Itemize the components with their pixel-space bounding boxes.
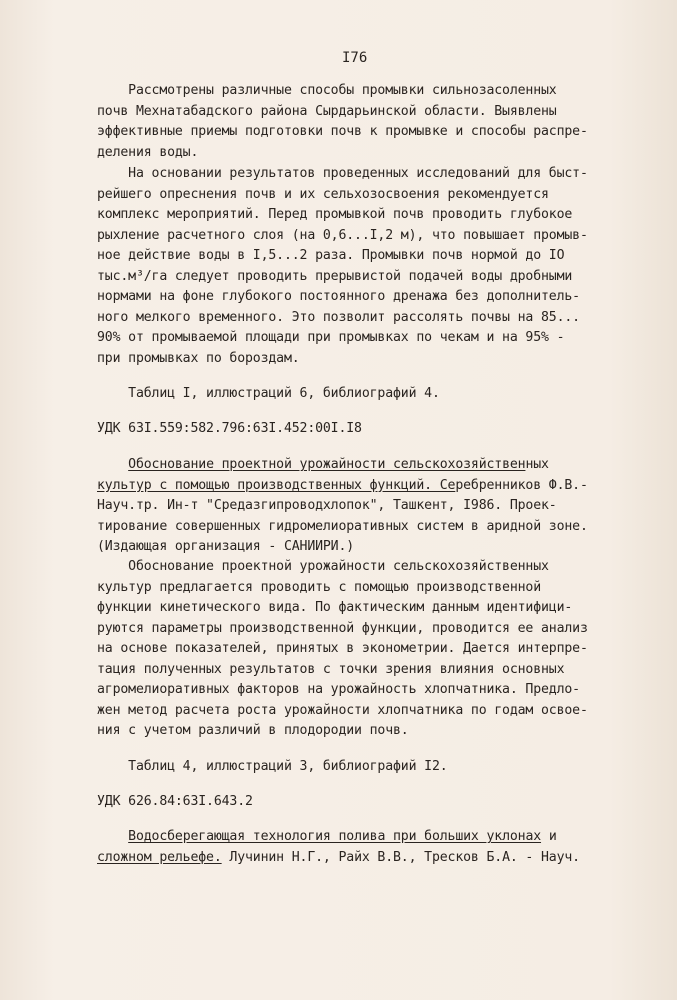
page-number: I76 xyxy=(342,50,368,66)
text-line: ное действие воды в I,5...2 раза. Промывки почв нормой до IO xyxy=(97,248,565,263)
text-line: 90% от промываемой площади при промывках по чекам и на 95% - xyxy=(97,330,565,345)
udk-line: УДК 626.84:63I.643.2 xyxy=(97,794,253,809)
text-line: тирование совершенных гидромелиоративных систем в аридной зоне. xyxy=(97,518,588,534)
title-underlined: Обоснование проектной урожайности сельскохозяйствен xyxy=(128,457,526,472)
title-underlined: Водосберегающая технология полива при больших уклонах xyxy=(128,829,542,844)
text-line: На основании результатов проведенных исследований для быст- xyxy=(97,166,588,181)
text-line: Водосберегающая технология полива при больших уклонах и xyxy=(128,829,557,844)
text-line: жен метод расчета роста урожайности хлопчатника по годам освое- xyxy=(97,702,588,718)
udk-line: УДК 63I.559:582.796:63I.452:00I.I8 xyxy=(97,421,362,436)
title-underlined: культур с помощью производственных функций. Се xyxy=(97,477,456,493)
text-line: функции кинетического вида. По фактическим данным идентифици- xyxy=(97,600,573,615)
text-line: Таблиц 4, иллюстраций 3, библиографий I2. xyxy=(97,759,448,774)
text-line: культур с помощью производственных функций. Серебренников Ф.В.- xyxy=(97,477,588,493)
text-line: почв Мехнатабадского района Сырдарьинской области. Выявлены xyxy=(97,103,557,119)
text-line: агромелиоративных факторов на урожайность хлопчатника. Предло- xyxy=(97,682,580,697)
text-line: нормами на фоне глубокого постоянного дренажа без дополнитель- xyxy=(97,289,580,304)
title-underlined: сложном рельефе. xyxy=(97,849,222,865)
text-line: рыхление расчетного слоя (на 0,6...I,2 м), что повышает промыв- xyxy=(97,227,588,243)
text-line: при промывках по бороздам. xyxy=(97,350,300,366)
text-line: тыс.м³/га следует проводить прерывистой подачей воды дробными xyxy=(97,268,573,284)
text-line: тация полученных результатов с точки зрения влияния основных xyxy=(97,661,565,677)
text-line: рейшего опреснения почв и их сельхозосвоения рекомендуется xyxy=(97,186,549,202)
text-line: Таблиц I, иллюстраций 6, библиографий 4. xyxy=(97,386,440,401)
text-line: (Издающая организация - САНИИРИ.) xyxy=(97,539,355,554)
text-line: комплекс мероприятий. Перед промывкой почв проводить глубокое xyxy=(97,207,573,222)
text-line: ния с учетом различий в плодородии почв. xyxy=(97,723,409,738)
text-line: Обоснование проектной урожайности сельскохозяйственных xyxy=(128,457,549,472)
text-line: сложном рельефе. Лучинин Н.Г., Райх В.В., Тресков Б.А. - Науч. xyxy=(97,849,580,865)
text-line: ного мелкого временного. Это позволит рассолять почвы на 85... xyxy=(97,309,580,325)
text-line: Рассмотрены различные способы промывки сильнозасоленных xyxy=(97,83,557,98)
text-line: эффективные приемы подготовки почв к промывке и способы распре- xyxy=(97,124,588,139)
text-line: Обоснование проектной урожайности сельскохозяйственных xyxy=(97,559,549,574)
text-line: на основе показателей, принятых в эконометрии. Дается интерпре- xyxy=(97,641,588,656)
text-line: руются параметры производственной функции, проводится ее анализ xyxy=(97,620,588,636)
text-line: деления воды. xyxy=(97,144,199,160)
text-line: культур предлагается проводить с помощью производственной xyxy=(97,579,542,595)
text-line: Науч.тр. Ин-т "Средазгипроводхлопок", Ташкент, I986. Проек- xyxy=(97,498,557,513)
